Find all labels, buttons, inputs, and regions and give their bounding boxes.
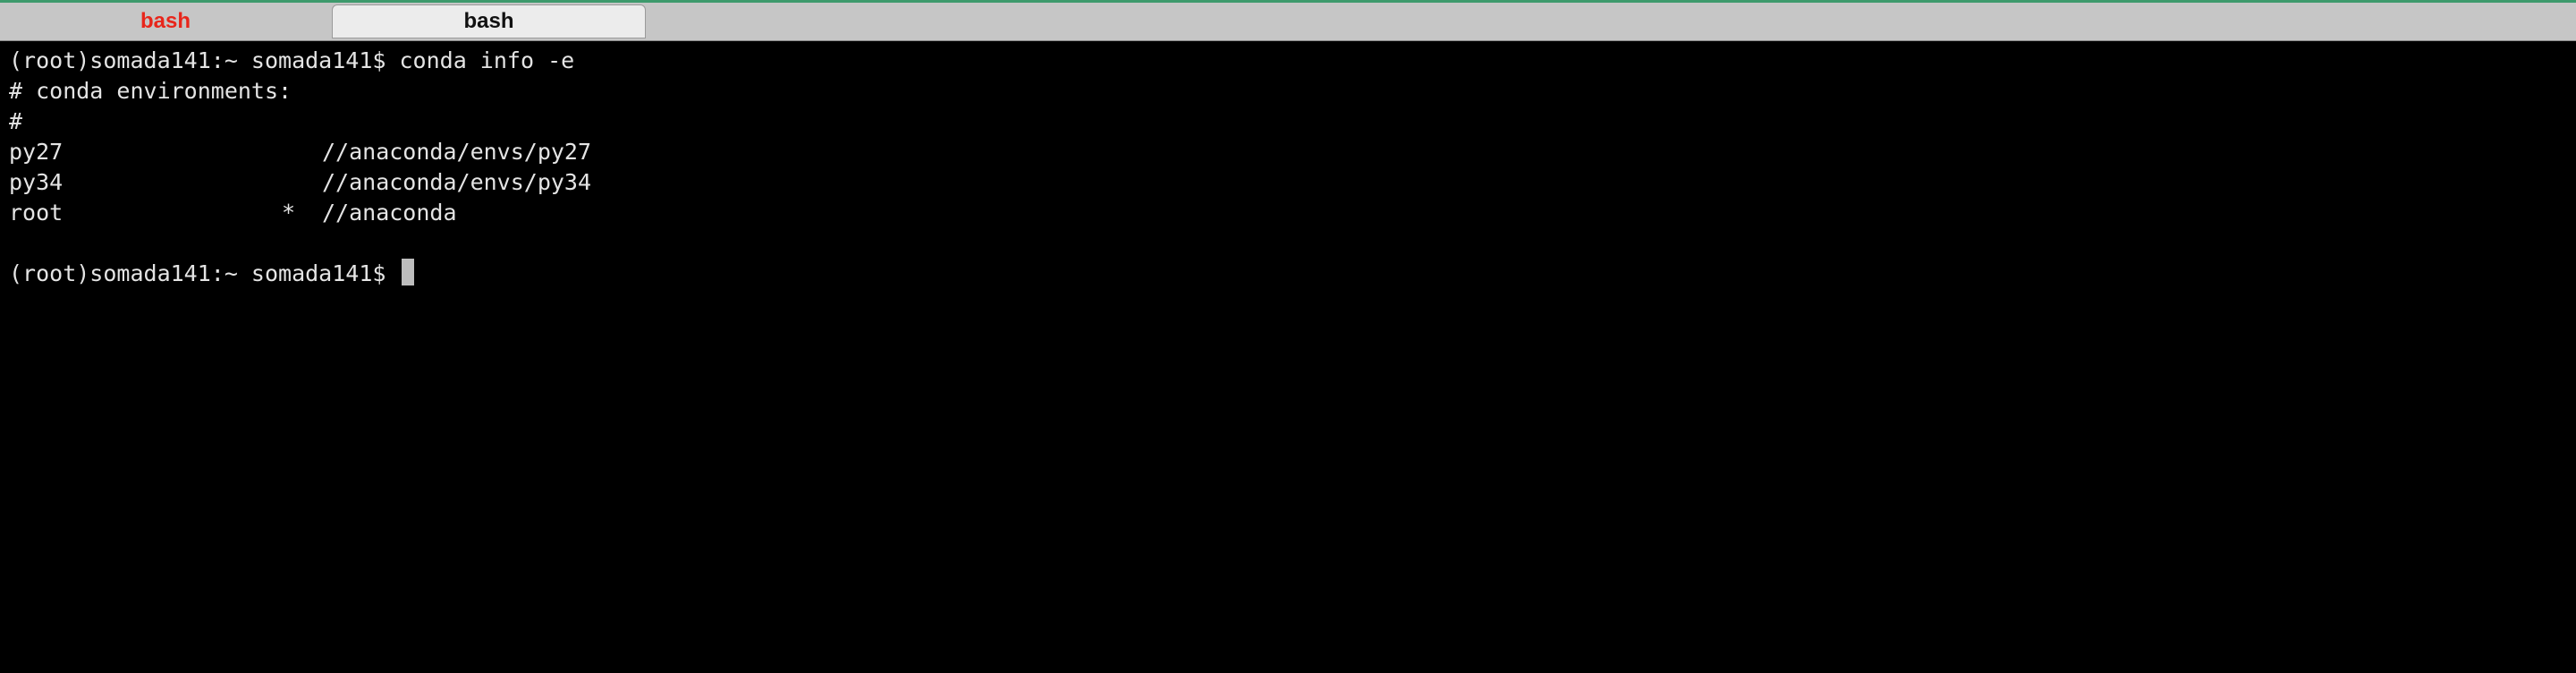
text-cursor: [402, 259, 414, 285]
env-path: //anaconda/envs/py27: [322, 139, 592, 165]
blank-line: [9, 228, 2576, 259]
tab-label: bash: [463, 9, 514, 33]
env-row-py34: [9, 167, 2576, 198]
env-row-root: [9, 198, 2576, 228]
env-row-py27: [9, 137, 2576, 167]
prompt: (root)somada141:~ somada141$: [9, 47, 400, 73]
command-text: conda info -e: [399, 47, 575, 73]
env-name: root: [9, 200, 64, 226]
output-hash: #: [9, 108, 23, 134]
tab-bash-inactive[interactable]: [0, 4, 331, 38]
env-path: //anaconda: [322, 200, 457, 226]
env-path: //anaconda/envs/py34: [322, 169, 592, 195]
env-name: py27: [9, 139, 64, 165]
command-line: [9, 46, 2576, 76]
current-prompt-line[interactable]: [9, 259, 2576, 289]
env-name: py34: [9, 169, 64, 195]
tab-bash-active[interactable]: [332, 4, 646, 38]
env-marker: *: [282, 200, 296, 226]
tab-label: bash: [140, 9, 191, 33]
tab-bar: [0, 0, 2576, 41]
terminal-output[interactable]: [0, 41, 2576, 673]
prompt: (root)somada141:~ somada141$: [9, 260, 400, 286]
output-header: # conda environments:: [9, 78, 292, 104]
